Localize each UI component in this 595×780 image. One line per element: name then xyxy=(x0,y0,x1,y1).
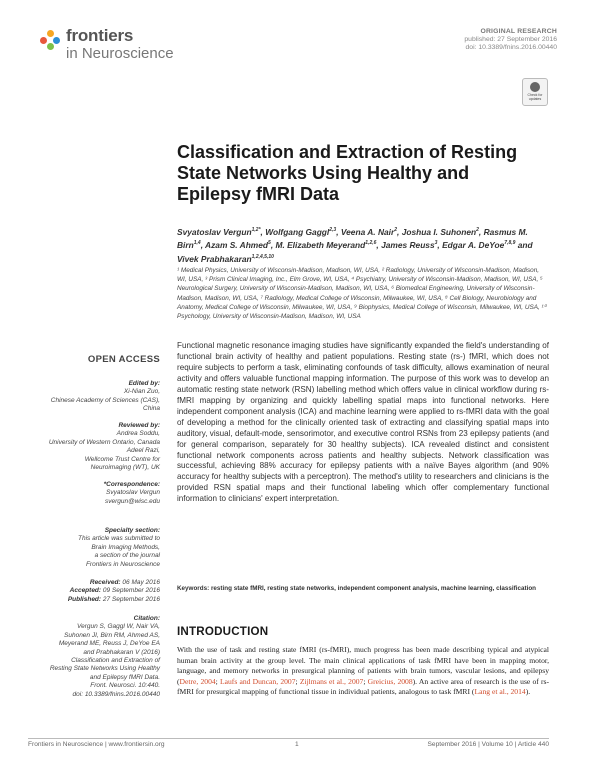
author-affiliation-marker: 1,4 xyxy=(193,240,201,247)
author-name[interactable]: Wolfgang Gaggl$^{2,3}$ xyxy=(265,226,337,237)
author-affiliation-marker: 5 xyxy=(268,240,271,247)
author-name[interactable]: Vivek Prabhakaran$^{1,2,4,5,10}$ xyxy=(177,253,274,264)
correspondence-email[interactable]: svergun@wisc.edu xyxy=(104,497,160,505)
journal-logo[interactable] xyxy=(40,26,200,70)
article-title: Classification and Extraction of Resting State Networks Using Healthy and Epilepsy fMRI Data xyxy=(177,142,518,204)
author-name[interactable]: M. Elizabeth Meyerand$^{1,2,6}$ xyxy=(275,240,377,251)
footer-issue: September 2016 | Volume 10 | Article 440 xyxy=(427,741,549,748)
keywords-list: resting state fMRI, resting state networks, independent component analysis, machine learning, classification xyxy=(210,585,537,592)
affiliations: ¹ Medical Physics, University of Wisconsin-Madison, Madison, WI, USA, ² Radiology, University of Wisconsin-Madison, Madison, WI, USA, ³ Prism Clinical Imaging, Inc., Elm Grove, WI, USA, ⁴ Psychiatry, University of Wisconsin-Madison, Madison, WI, USA, ⁵ Neurological Surgery, University of Wisconsin-Madison, Madison, WI, USA, ⁶ Biomedical Engineering, University of Wisconsin-Madison, Madison, WI, USA, ⁷ Radiology, Medical College of Wisconsin, Milwaukee, WI, USA, ⁸ Cell Biology, Neurobiology and Anatomy, Medical College of Wisconsin, Milwaukee, WI, USA, ⁹ Biophysics, Medical College of Wisconsin, Milwaukee, WI, USA, ¹⁰ Psychology, University of Wisconsin-Madison, Madison, WI, USA xyxy=(177,267,547,321)
article-type: ORIGINAL RESEARCH xyxy=(480,28,557,35)
author-affiliation-marker: 2 xyxy=(476,227,479,233)
author-affiliation-marker: 2 xyxy=(394,227,398,233)
keywords xyxy=(177,585,549,593)
author-affiliation-marker: 1,2,4,5,10 xyxy=(251,253,274,260)
citation-link[interactable]: Zijlmans et al., 2007 xyxy=(299,676,364,686)
check-updates-icon xyxy=(530,82,540,92)
author-name[interactable]: Edgar A. DeYoe$^{7,8,9}$ xyxy=(442,240,516,251)
open-access-label: OPEN ACCESS xyxy=(87,354,160,365)
introduction-paragraph: With the use of task and resting state fMRI (rs-fMRI), much progress has been made describing typical and atypical human brain activity at the group level. The main clinical applications of task fMRI have been in mapping motor, language, and memory networks in presurgical planning of patients with brain tumors, vascular lesions, and epilepsy (Detre, 2004; Laufs and Duncan, 2007; Zijlmans et al., 2007; Greicius, 2008). An active area of research is the use of rs-fMRI for presurgical mapping of functional tissue in individual patients, analogous to task fMRI (Lang et al., 2014). xyxy=(177,645,550,696)
author-affiliation-marker: 7,8,9 xyxy=(504,240,516,247)
citation-doi[interactable]: doi: 10.3389/fnins.2016.00440 xyxy=(72,690,160,698)
citation-link[interactable]: Detre, 2004 xyxy=(179,676,216,686)
citation-block: Citation: Vergun S, Gaggl W, Nair VA, Suhonen JI, Birn RM, Ahmed AS, Meyerand ME, Reuss J, DeYoe EA and Prabhakaran V (2016) Classification and Extraction of Resting State Networks Using Healthy and Epilepsy fMRI Data. Front. Neurosci. 10:440. doi: 10.3389/fnins.2016.00440 xyxy=(28,615,160,699)
reviewed-by-block: Reviewed by: Andrea Soddu, University of Western Ontario, Canada Adeel Razi, Wellcome Trust Centre for Neuroimaging (WT), UK xyxy=(48,422,160,472)
published-date: published: 27 September 2016 xyxy=(464,36,557,44)
author-affiliation-marker: 2,3 xyxy=(329,227,337,233)
article-meta xyxy=(464,28,557,53)
author-name[interactable]: Azam S. Ahmed$^5$ xyxy=(205,240,271,251)
logo-journal-name: in Neuroscience xyxy=(66,45,174,62)
citation-link[interactable]: Laufs and Duncan, 2007 xyxy=(219,676,296,686)
dates-block: Received: 06 May 2016 Accepted: 09 September 2016 Published: 27 September 2016 xyxy=(67,579,160,603)
footer-divider xyxy=(28,738,549,739)
page-number: 1 xyxy=(295,741,299,748)
check-for-updates-badge[interactable]: Check for updates xyxy=(522,78,548,106)
author-affiliation-marker: 1,2,6 xyxy=(365,240,377,247)
correspondence-block: *Correspondence: Svyatoslav Vergun svergun@wisc.edu xyxy=(28,481,160,506)
specialty-section-block: Specialty section: This article was submitted to Brain Imaging Methods, a section of the journal Frontiers in Neuroscience xyxy=(77,527,160,568)
keywords-label: Keywords: xyxy=(177,585,210,592)
logo-wordmark: frontiers xyxy=(66,26,134,45)
author-affiliation-marker: 1,2* xyxy=(251,227,261,233)
abstract: Functional magnetic resonance imaging studies have significantly expanded the field's understanding of functional brain activity of healthy and patient populations. Resting state (rs-) fMRI, which does not require subjects to perform a task, eliminating confounds of task difficulty, allows examination of neural activity and offers valuable functional mapping information. The purpose of this work was to develop an automatic resting state network (RSN) labelling method which offers value in clinical workflow during rs-fMRI mapping by organizing and quickly labelling spatial maps into functional networks. Here independent component analysis (ICA) and machine learning were applied to rs-fMRI data with the goal of developing a method for the clinically oriented task of extracting and classifying spatial maps into auditory, visual, default-mode, sensorimotor, and executive control RSNs from 23 epilepsy patients (and for general comparison, separately for 30 healthy subjects). ICA revealed distinct and consistent functional network components across patients and healthy subjects. Network classification was successful, achieving 88% accuracy for epilepsy patients with a naïve Bayes algorithm (and 90% accuracy for healthy subjects with a perceptron). The method's utility to researchers and clinicians is the provided RSN spatial maps and their functional labeling which offer complementary functional information to clinicians' expert interpretation. xyxy=(177,341,549,504)
section-heading-introduction: INTRODUCTION xyxy=(177,625,269,638)
citation-link[interactable]: Greicius, 2008 xyxy=(367,676,413,686)
author-name[interactable]: Svyatoslav Vergun$^{1,2*}$ xyxy=(177,226,261,237)
edited-by-block: Edited by: Xi-Nian Zuo, Chinese Academy of Sciences (CAS), China xyxy=(50,380,160,413)
author-affiliation-marker: 3 xyxy=(434,240,438,247)
author-name[interactable]: Veena A. Nair$^2$ xyxy=(340,226,398,237)
author-name[interactable]: Joshua I. Suhonen$^2$ xyxy=(401,226,479,237)
citation-link[interactable]: Lang et al., 2014 xyxy=(474,687,526,696)
frontiers-logo-icon xyxy=(40,30,60,50)
author-name[interactable]: James Reuss$^3$ xyxy=(381,240,438,251)
footer-journal[interactable]: Frontiers in Neuroscience | www.frontiersin.org xyxy=(28,741,165,748)
author-name[interactable]: Rasmus M. Birn$^{1,4}$ xyxy=(177,226,528,251)
doi-link[interactable]: doi: 10.3389/fnins.2016.00440 xyxy=(465,44,557,52)
author-list: Svyatoslav Vergun$^{1,2*}$, Wolfgang Gaggl$^{2,3}$, Veena A. Nair$^2$, Joshua I. Suhonen$^2$, Rasmus M. Birn$^{1,4}$, Azam S. Ahmed$^5$, M. Elizabeth Meyerand$^{1,2,6}$, James Reuss$^3$, Edgar A. DeYoe$^{7,8,9}$ and Vivek Prabhakaran$^{1,2,4,5,10}$ xyxy=(177,226,533,264)
